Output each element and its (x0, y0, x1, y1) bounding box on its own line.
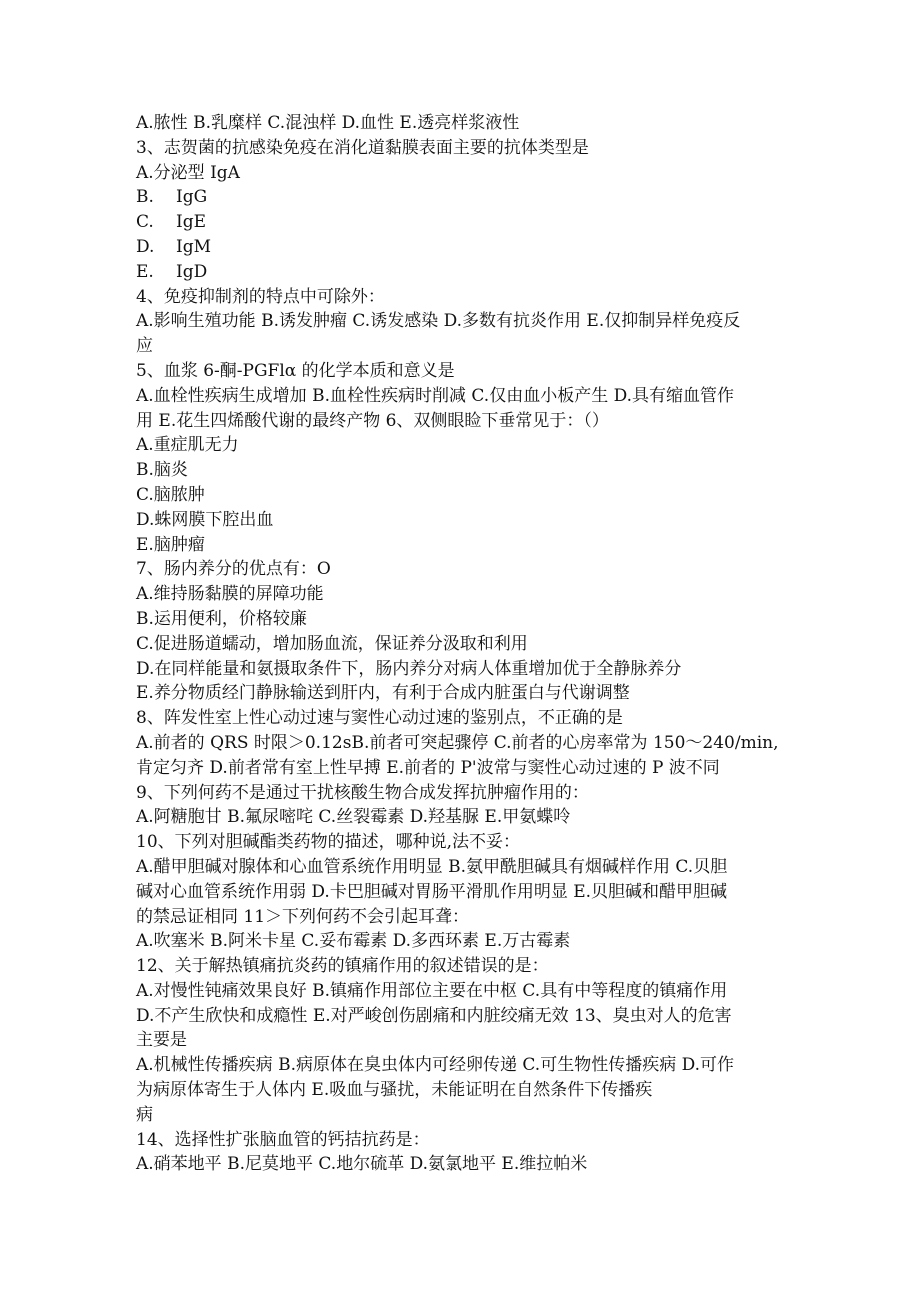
option-line: 病 (136, 1104, 153, 1125)
option-line: C.脑脓肿 (136, 484, 205, 505)
option-line: A.重症肌无力 (136, 435, 239, 456)
option-line: A.硝苯地平 B.尼莫地平 C.地尔硫革 D.氨氯地平 E.维拉帕米 (136, 1154, 588, 1175)
option-line: 为病原体寄生于人体内 E.吸血与骚扰，未能证明在自然条件下传播疾 (136, 1080, 653, 1101)
option-key: D. (136, 236, 155, 257)
option-line: D.不产生欣快和成瘾性 E.对严峻创伤剧痛和内脏绞痛无效 13、臭虫对人的危害 (136, 1005, 732, 1026)
question-9-stem: 9、下列何药不是通过干扰核酸生物合成发挥抗肿瘤作用的： (136, 782, 589, 803)
question-14-stem: 14、选择性扩张脑血管的钙拮抗药是： (136, 1129, 430, 1150)
option-line: A.吹塞米 B.阿米卡星 C.妥布霉素 D.多西环素 E.万古霉素 (136, 931, 571, 952)
option-line: D.在同样能量和氨摄取条件下，肠内养分对病人体重增加优于全静脉养分 (136, 658, 682, 679)
question-8-stem: 8、阵发性室上性心动过速与窦性心动过速的鉴别点，不正确的是 (136, 708, 623, 729)
document-page (136, 111, 786, 1177)
question-12-stem: 12、关于解热镇痛抗炎药的镇痛作用的叙述错误的是： (136, 956, 549, 977)
option-line: 用 E.花生四烯酸代谢的最终产物 6、双侧眼睑下垂常见于：（） (136, 410, 609, 431)
option-line: A.机械性传播疾病 B.病原体在臭虫体内可经卵传递 C.可生物性传播疾病 D.可作 (136, 1055, 735, 1076)
option-line: B.运用便利，价格较廉 (136, 608, 307, 629)
option-line (136, 260, 786, 285)
option-line: 主要是 (136, 1030, 187, 1051)
option-line: E.养分物质经门静脉输送到肝内，有利于合成内脏蛋白与代谢调整 (136, 683, 630, 704)
option-line: E.脑肿瘤 (136, 534, 205, 555)
option-line: C.促进肠道蠕动，增加肠血流，保证养分汲取和利用 (136, 633, 528, 654)
option-line: A.分泌型 IgA (136, 162, 240, 183)
option-line: A.阿糖胞甘 B.氟尿嘧咤 C.丝裂霉素 D.羟基脲 E.甲氨蝶呤 (136, 807, 571, 828)
option-line: A.影响生殖功能 B.诱发肿瘤 C.诱发感染 D.多数有抗炎作用 E.仅抑制异样免疫反 (136, 311, 741, 332)
option-key: B. (136, 187, 154, 208)
option-line (136, 210, 786, 235)
option-line: 的禁忌证相同 11＞下列何药不会引起耳聋： (136, 906, 470, 927)
question-10-stem: 10、下列对胆碱酯类药物的描述，哪种说,法不妥： (136, 832, 521, 853)
question-7-stem: 7、肠内养分的优点有：O (136, 559, 331, 580)
option-line: 肯定匀齐 D.前者常有室上性早搏 E.前者的 P'波常与窦性心动过速的 P 波不同 (136, 757, 720, 778)
option-line (136, 235, 786, 260)
option-line: D.蛛网膜下腔出血 (136, 509, 274, 530)
option-line: 应 (136, 336, 153, 357)
option-line (136, 185, 786, 210)
option-value: IgE (176, 212, 207, 233)
question-4-stem: 4、免疫抑制剂的特点中可除外： (136, 286, 385, 307)
option-value: IgM (176, 236, 212, 257)
option-line: A.前者的 QRS 时限＞0.12sB.前者可突起骤停 C.前者的心房率常为 150～240/min, (136, 732, 779, 753)
option-value: IgG (176, 187, 208, 208)
option-line: 碱对心血管系统作用弱 D.卡巴胆碱对胃肠平滑肌作用明显 E.贝胆碱和醋甲胆碱 (136, 881, 728, 902)
option-key: E. (136, 261, 154, 282)
question-5-stem: 5、血浆 6-酮-PGFlα 的化学本质和意义是 (136, 360, 455, 381)
text-line: A.脓性 B.乳糜样 C.混浊样 D.血性 E.透亮样浆液性 (136, 113, 520, 133)
option-line: A.对慢性钝痛效果良好 B.镇痛作用部位主要在中枢 C.具有中等程度的镇痛作用 (136, 980, 728, 1001)
question-3-stem: 3、志贺菌的抗感染免疫在消化道黏膜表面主要的抗体类型是 (136, 137, 589, 158)
option-line: A.血栓性疾病生成增加 B.血栓性疾病时削减 C.仅由血小板产生 D.具有缩血管作 (136, 385, 735, 406)
option-line: B.脑炎 (136, 460, 188, 481)
option-line: A.醋甲胆碱对腺体和心血管系统作用明显 B.氨甲酰胆碱具有烟碱样作用 C.贝胆 (136, 856, 728, 877)
option-line: A.维持肠黏膜的屏障功能 (136, 584, 324, 605)
option-value: IgD (176, 261, 208, 282)
option-key: C. (136, 212, 154, 233)
